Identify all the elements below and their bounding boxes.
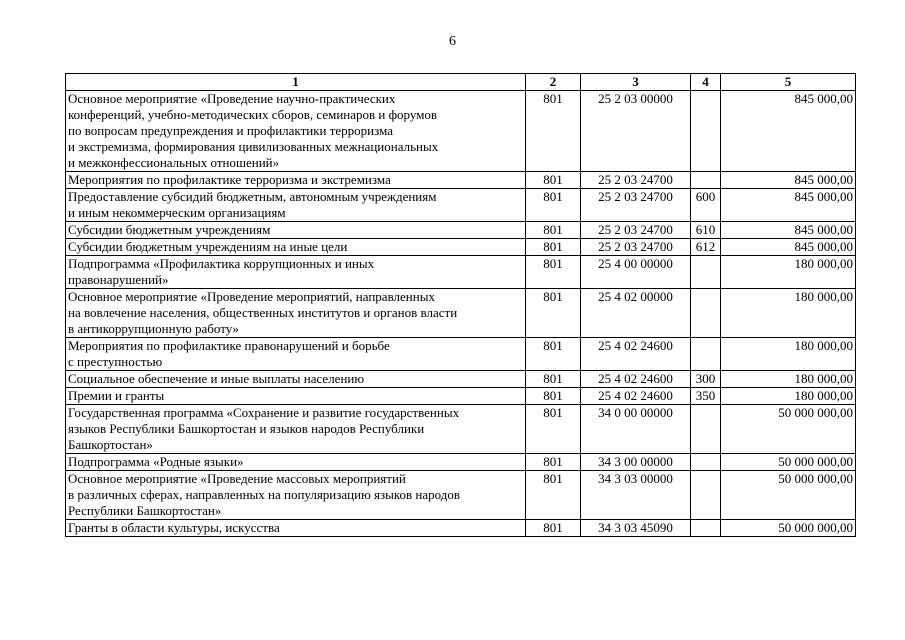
row-name-cell: Основное мероприятие «Проведение массовых мероприятий в различных сферах, направленных на популяризацию языков народов Республики Башкортостан» — [66, 471, 526, 520]
table-row — [66, 222, 856, 239]
header-col-4: 4 — [691, 74, 721, 91]
row-vr-cell: 612 — [691, 239, 721, 256]
row-csr-cell: 25 2 03 24700 — [581, 239, 691, 256]
row-name-cell: Основное мероприятие «Проведение мероприятий, направленных на вовлечение населения, общественных институтов и органов власти в антикоррупционную работу» — [66, 289, 526, 338]
budget-table — [65, 73, 856, 537]
header-col-1: 1 — [66, 74, 526, 91]
row-name-cell: Государственная программа «Сохранение и развитие государственных языков Республики Башкортостан и языков народов Республики Башкортостан» — [66, 405, 526, 454]
row-grbs-cell: 801 — [526, 91, 581, 172]
row-grbs-cell: 801 — [526, 222, 581, 239]
row-csr-cell: 25 4 00 00000 — [581, 256, 691, 289]
row-amount-cell: 180 000,00 — [721, 388, 856, 405]
row-csr-cell: 25 2 03 24700 — [581, 222, 691, 239]
header-col-3: 3 — [581, 74, 691, 91]
row-csr-cell: 25 4 02 00000 — [581, 289, 691, 338]
row-grbs-cell: 801 — [526, 289, 581, 338]
table-row — [66, 189, 856, 222]
row-name-cell: Подпрограмма «Профилактика коррупционных и иных правонарушений» — [66, 256, 526, 289]
row-vr-cell — [691, 256, 721, 289]
row-name-cell: Мероприятия по профилактике терроризма и экстремизма — [66, 172, 526, 189]
row-name-cell: Мероприятия по профилактике правонарушений и борьбе с преступностью — [66, 338, 526, 371]
table-row — [66, 91, 856, 172]
row-amount-cell: 180 000,00 — [721, 256, 856, 289]
table-row — [66, 371, 856, 388]
row-vr-cell — [691, 289, 721, 338]
row-amount-cell: 50 000 000,00 — [721, 405, 856, 454]
header-col-5: 5 — [721, 74, 856, 91]
row-vr-cell — [691, 338, 721, 371]
table-row — [66, 471, 856, 520]
row-vr-cell: 600 — [691, 189, 721, 222]
row-vr-cell — [691, 520, 721, 537]
row-grbs-cell: 801 — [526, 239, 581, 256]
row-amount-cell: 180 000,00 — [721, 371, 856, 388]
row-grbs-cell: 801 — [526, 471, 581, 520]
row-csr-cell: 25 2 03 24700 — [581, 189, 691, 222]
table-row — [66, 454, 856, 471]
row-name-cell: Гранты в области культуры, искусства — [66, 520, 526, 537]
row-grbs-cell: 801 — [526, 189, 581, 222]
row-csr-cell: 25 4 02 24600 — [581, 371, 691, 388]
row-vr-cell — [691, 405, 721, 454]
header-col-2: 2 — [526, 74, 581, 91]
row-grbs-cell: 801 — [526, 256, 581, 289]
row-grbs-cell: 801 — [526, 388, 581, 405]
row-amount-cell: 50 000 000,00 — [721, 520, 856, 537]
row-vr-cell — [691, 454, 721, 471]
row-name-cell: Основное мероприятие «Проведение научно-практических конференций, учебно-методических сборов, семинаров и форумов по вопросам предупреждения и профилактики терроризма и экстремизма, формирования цивилизованных межнациональных и межконфессиональных отношений» — [66, 91, 526, 172]
row-grbs-cell: 801 — [526, 405, 581, 454]
row-name-cell: Субсидии бюджетным учреждениям на иные цели — [66, 239, 526, 256]
row-grbs-cell: 801 — [526, 520, 581, 537]
row-amount-cell: 50 000 000,00 — [721, 454, 856, 471]
row-vr-cell — [691, 91, 721, 172]
row-vr-cell — [691, 471, 721, 520]
row-csr-cell: 25 2 03 24700 — [581, 172, 691, 189]
row-csr-cell: 34 3 03 00000 — [581, 471, 691, 520]
row-vr-cell — [691, 172, 721, 189]
row-csr-cell: 25 4 02 24600 — [581, 338, 691, 371]
row-amount-cell: 180 000,00 — [721, 289, 856, 338]
row-vr-cell: 300 — [691, 371, 721, 388]
row-name-cell: Премии и гранты — [66, 388, 526, 405]
row-amount-cell: 180 000,00 — [721, 338, 856, 371]
row-amount-cell: 845 000,00 — [721, 172, 856, 189]
table-row — [66, 338, 856, 371]
table-row — [66, 239, 856, 256]
page-number: 6 — [449, 34, 456, 49]
row-grbs-cell: 801 — [526, 371, 581, 388]
row-amount-cell: 845 000,00 — [721, 239, 856, 256]
row-name-cell: Подпрограмма «Родные языки» — [66, 454, 526, 471]
row-name-cell: Предоставление субсидий бюджетным, автономным учреждениям и иным некоммерческим организациям — [66, 189, 526, 222]
row-grbs-cell: 801 — [526, 338, 581, 371]
row-amount-cell: 845 000,00 — [721, 189, 856, 222]
table-row — [66, 405, 856, 454]
row-amount-cell: 845 000,00 — [721, 222, 856, 239]
row-grbs-cell: 801 — [526, 172, 581, 189]
row-vr-cell: 350 — [691, 388, 721, 405]
row-csr-cell: 34 0 00 00000 — [581, 405, 691, 454]
table-row — [66, 388, 856, 405]
table-row — [66, 172, 856, 189]
row-amount-cell: 50 000 000,00 — [721, 471, 856, 520]
row-name-cell: Субсидии бюджетным учреждениям — [66, 222, 526, 239]
row-csr-cell: 25 4 02 24600 — [581, 388, 691, 405]
row-csr-cell: 34 3 00 00000 — [581, 454, 691, 471]
row-vr-cell: 610 — [691, 222, 721, 239]
table-row — [66, 520, 856, 537]
row-amount-cell: 845 000,00 — [721, 91, 856, 172]
table-row — [66, 289, 856, 338]
row-name-cell: Социальное обеспечение и иные выплаты населению — [66, 371, 526, 388]
row-grbs-cell: 801 — [526, 454, 581, 471]
table-row — [66, 256, 856, 289]
row-csr-cell: 34 3 03 45090 — [581, 520, 691, 537]
header-row — [66, 74, 856, 91]
row-csr-cell: 25 2 03 00000 — [581, 91, 691, 172]
